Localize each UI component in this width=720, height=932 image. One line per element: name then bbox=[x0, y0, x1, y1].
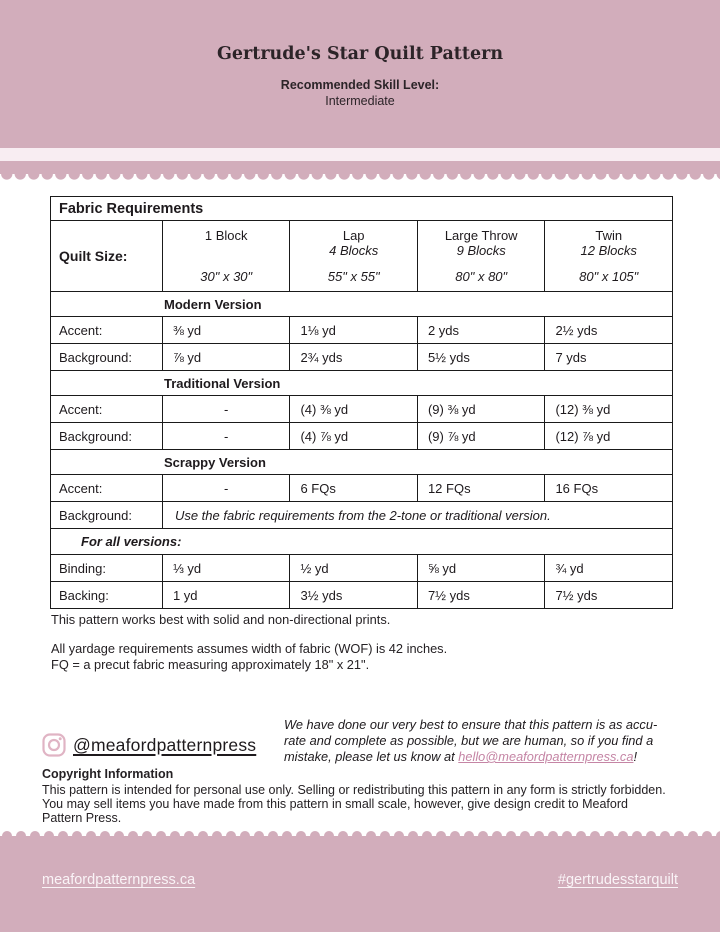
table-row bbox=[51, 344, 673, 371]
col-blocks: 4 Blocks bbox=[329, 243, 379, 258]
quilt-size-label: Quilt Size: bbox=[51, 221, 163, 292]
page-title: Gertrude's Star Quilt Pattern bbox=[216, 44, 504, 64]
row-label: Background: bbox=[51, 423, 163, 450]
col-size: 30" x 30" bbox=[200, 269, 253, 284]
col-name: 1 Block bbox=[204, 228, 248, 243]
col-name: Large Throw bbox=[444, 228, 518, 243]
note-fq: FQ = a precut fabric measuring approximately 18" x 21". bbox=[51, 657, 370, 672]
disclaimer-line: rate and complete as possible, but we are human, so if you find a bbox=[284, 733, 654, 748]
section-title: Traditional Version bbox=[164, 375, 281, 391]
cell-value: 7½ yds bbox=[417, 582, 545, 609]
header-banner bbox=[0, 0, 720, 148]
size-col-1block bbox=[162, 221, 290, 292]
hashtag-link[interactable]: #gertrudesstarquilt bbox=[557, 872, 678, 888]
cell-value: ¾ yd bbox=[545, 555, 673, 582]
section-title: Scrappy Version bbox=[164, 454, 266, 470]
table-title-row bbox=[51, 197, 673, 221]
copyright-title: Copyright Information bbox=[42, 767, 174, 781]
cell-value: (4) ⅜ yd bbox=[290, 396, 418, 423]
table-row bbox=[51, 423, 673, 450]
section-title: For all versions: bbox=[51, 529, 673, 555]
fabric-requirements-table bbox=[50, 196, 673, 609]
cell-value: 5½ yds bbox=[417, 344, 545, 371]
disclaimer-line-prefix: mistake, please let us know at bbox=[284, 749, 459, 764]
section-header-all-versions bbox=[51, 529, 673, 555]
cell-value: 6 FQs bbox=[290, 475, 418, 502]
cell-value: (12) ⅜ yd bbox=[545, 396, 673, 423]
row-label: Binding: bbox=[51, 555, 163, 582]
cell-value: (9) ⅜ yd bbox=[417, 396, 545, 423]
table-row-merged bbox=[51, 502, 673, 529]
disclaimer-text bbox=[284, 717, 669, 765]
col-size: 80" x 80" bbox=[455, 269, 508, 284]
skill-level-value: Intermediate bbox=[325, 94, 395, 108]
banner-pink-stripe bbox=[0, 161, 720, 174]
cell-value: 2½ yds bbox=[545, 317, 673, 344]
instagram-handle-link[interactable]: @meafordpatternpress bbox=[73, 734, 257, 755]
table-row bbox=[51, 582, 673, 609]
cell-value: (9) ⅞ yd bbox=[417, 423, 545, 450]
banner-light-stripe bbox=[0, 148, 720, 161]
merged-note: Use the fabric requirements from the 2-tone or traditional version. bbox=[162, 502, 672, 529]
row-label: Backing: bbox=[51, 582, 163, 609]
col-name: Twin bbox=[595, 228, 623, 243]
section-header-scrappy bbox=[51, 450, 673, 475]
skill-level-label: Recommended Skill Level: bbox=[280, 78, 440, 92]
cell-value: ⅜ yd bbox=[162, 317, 290, 344]
col-size: 55" x 55" bbox=[327, 269, 380, 284]
disclaimer-line bbox=[284, 749, 669, 765]
website-link[interactable]: meafordpatternpress.ca bbox=[42, 872, 196, 888]
footer-banner bbox=[0, 836, 720, 932]
instagram-icon bbox=[42, 733, 66, 757]
cell-value: 16 FQs bbox=[545, 475, 673, 502]
cell-value: 2¾ yds bbox=[290, 344, 418, 371]
note-prints: This pattern works best with solid and non-directional prints. bbox=[51, 612, 391, 627]
col-blocks: 9 Blocks bbox=[456, 243, 506, 258]
row-label: Background: bbox=[51, 344, 163, 371]
disclaimer-line-suffix: ! bbox=[633, 749, 638, 764]
table-row bbox=[51, 475, 673, 502]
table-title: Fabric Requirements bbox=[51, 197, 673, 221]
cell-value: 1 yd bbox=[162, 582, 290, 609]
social-row bbox=[42, 733, 256, 757]
table-row bbox=[51, 555, 673, 582]
banner-scallop-edge bbox=[0, 174, 720, 183]
copyright-line: This pattern is intended for personal use only. Selling or redistributing this pattern in any form is strictly forbidden. bbox=[42, 783, 666, 797]
table-row bbox=[51, 396, 673, 423]
quilt-size-row bbox=[51, 221, 673, 292]
section-header-modern bbox=[51, 292, 673, 317]
cell-value: ½ yd bbox=[290, 555, 418, 582]
cell-value: (4) ⅞ yd bbox=[290, 423, 418, 450]
table-row bbox=[51, 317, 673, 344]
cell-value: - bbox=[162, 475, 290, 502]
cell-value: ⅓ yd bbox=[162, 555, 290, 582]
cell-value: 12 FQs bbox=[417, 475, 545, 502]
cell-value: 1⅛ yd bbox=[290, 317, 418, 344]
row-label: Accent: bbox=[51, 475, 163, 502]
col-blocks bbox=[165, 243, 288, 258]
footer-scallop-edge bbox=[0, 828, 720, 836]
cell-value: - bbox=[162, 423, 290, 450]
cell-value: ⅞ yd bbox=[162, 344, 290, 371]
note-yardage bbox=[51, 641, 447, 673]
size-col-large-throw bbox=[417, 221, 545, 292]
col-blocks: 12 Blocks bbox=[580, 243, 637, 258]
col-name: Lap bbox=[342, 228, 365, 243]
section-header-traditional bbox=[51, 371, 673, 396]
cell-value: 3½ yds bbox=[290, 582, 418, 609]
note-wof: All yardage requirements assumes width of fabric (WOF) is 42 inches. bbox=[51, 641, 448, 656]
row-label: Accent: bbox=[51, 396, 163, 423]
copyright-section bbox=[42, 767, 702, 826]
size-col-lap bbox=[290, 221, 418, 292]
size-col-twin bbox=[545, 221, 673, 292]
cell-value: - bbox=[162, 396, 290, 423]
email-link[interactable]: hello@meafordpatternpress.ca bbox=[458, 749, 634, 764]
row-label: Accent: bbox=[51, 317, 163, 344]
cell-value: 2 yds bbox=[417, 317, 545, 344]
cell-value: ⅝ yd bbox=[417, 555, 545, 582]
disclaimer-line: We have done our very best to ensure that this pattern is as accu- bbox=[284, 717, 658, 732]
col-size: 80" x 105" bbox=[579, 269, 639, 284]
copyright-line: You may sell items you have made from this pattern in small scale, however, give design credit to Meaford bbox=[42, 797, 628, 812]
copyright-line: Pattern Press. bbox=[42, 811, 122, 826]
row-label: Background: bbox=[51, 502, 163, 529]
section-title: Modern Version bbox=[164, 296, 262, 312]
cell-value: 7 yds bbox=[545, 344, 673, 371]
cell-value: (12) ⅞ yd bbox=[545, 423, 673, 450]
cell-value: 7½ yds bbox=[545, 582, 673, 609]
